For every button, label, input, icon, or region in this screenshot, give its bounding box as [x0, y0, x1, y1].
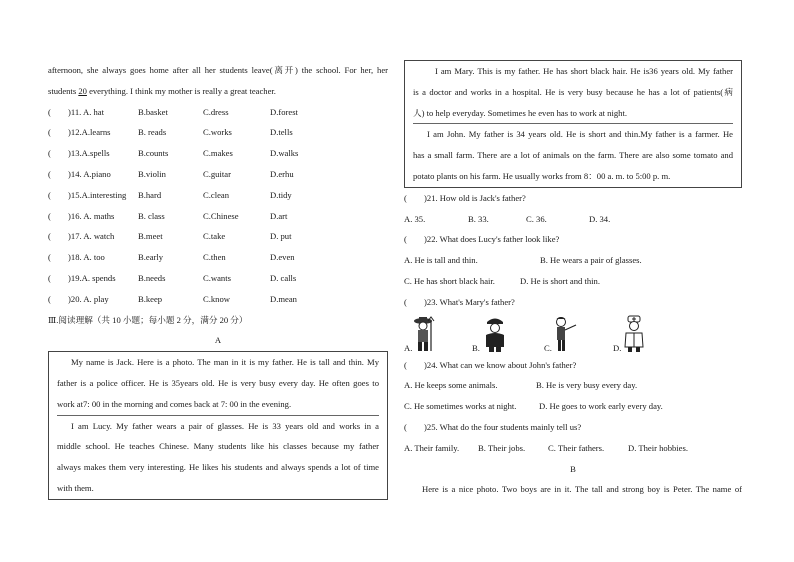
cloze-option-b[interactable]: B.early [138, 252, 164, 263]
cloze-option-c[interactable]: C.works [203, 127, 232, 138]
cloze-question-option-a[interactable]: ( )13.A.spells [48, 148, 110, 159]
cloze-question-option-a[interactable]: ( )12.A.learns [48, 127, 111, 138]
q23-option-d[interactable]: D. [613, 342, 622, 353]
teacher-icon [551, 315, 579, 353]
cloze-row [48, 143, 388, 164]
cloze-option-d[interactable]: D.walks [270, 148, 299, 159]
cloze-option-b[interactable]: B.keep [138, 293, 163, 304]
question-22: ( )22. What does Lucy's father look like? [404, 234, 560, 245]
cloze-option-c[interactable]: C.makes [203, 148, 233, 159]
q24-option-d[interactable]: D. He goes to work early every day. [539, 401, 663, 412]
cloze-option-d[interactable]: D.erhu [270, 168, 294, 179]
doctor-icon [622, 315, 646, 353]
q21-option-a[interactable]: A. 35. [404, 213, 426, 224]
mary-paragraph [413, 61, 733, 124]
cloze-row [48, 185, 388, 206]
q21-option-c[interactable]: C. 36. [526, 213, 547, 224]
intro-line-2 [48, 81, 388, 102]
mary-line-3: 人) to help everyday. Sometimes he even has to work at night. [413, 107, 627, 118]
blank-20: 20 [78, 85, 87, 96]
question-21: ( )21. How old is Jack's father? [404, 192, 526, 203]
cloze-row [48, 268, 388, 289]
cloze-option-b[interactable]: B.needs [138, 272, 166, 283]
cloze-row [48, 289, 388, 310]
section-title: Ⅲ.阅读理解（共 10 小题；每小题 2 分，满分 20 分） [48, 314, 248, 325]
q24-option-b[interactable]: B. He is very busy every day. [536, 380, 638, 391]
q21-option-d[interactable]: D. 34. [589, 213, 611, 224]
q25-option-b[interactable]: B. Their jobs. [478, 442, 526, 453]
cloze-option-b[interactable]: B.violin [138, 168, 166, 179]
intro-line-1: afternoon, she always goes home after all her students leave(离开) the school. For her, her [48, 65, 388, 75]
question-24-options-cd [404, 396, 742, 417]
cloze-question-option-a[interactable]: ( )19.A. spends [48, 272, 116, 283]
question-23-picture-options [404, 313, 742, 355]
john-line-2: has a small farm. There are a lot of animals on the farm. There are also some tomato and [413, 150, 733, 161]
passage-b-label: B [570, 463, 576, 474]
cloze-row [48, 164, 388, 185]
passage-a-label: A [214, 335, 222, 346]
jack-line-2: father is a police officer. He is 35years old. He is very busy every day. He often goes to [57, 377, 379, 388]
lucy-line-3: always makes them very interesting. He likes his students and always spends a lot of time [57, 462, 379, 473]
right-column [404, 60, 742, 500]
q25-option-a[interactable]: A. Their family. [404, 442, 460, 453]
lucy-line-4: with them. [57, 482, 94, 493]
q25-option-d[interactable]: D. Their hobbies. [628, 442, 688, 453]
question-23: ( )23. What's Mary's father? [404, 296, 515, 307]
cloze-row [48, 102, 388, 123]
john-line-1: I am John. My father is 34 years old. He is short and thin.My father is a farmer. He [427, 129, 733, 140]
q23-option-c[interactable]: C. [544, 342, 552, 353]
cloze-row [48, 247, 388, 268]
question-22-options-ab [404, 250, 742, 271]
passage-a-box-left [48, 351, 388, 500]
cloze-choices [48, 102, 388, 310]
cloze-question-option-a[interactable]: ( )14. A.piano [48, 168, 111, 179]
passage-b-line-1: Here is a nice photo. Two boys are in it. The tall and strong boy is Peter. The name of [422, 484, 742, 495]
cloze-row [48, 226, 388, 247]
q22-option-a[interactable]: A. He is tall and thin. [404, 255, 478, 266]
intro-line-2-post: everything. I think my mother is really a great teacher. [86, 85, 276, 96]
cloze-option-c[interactable]: C.guitar [203, 168, 231, 179]
intro-line-2-pre: students [48, 85, 79, 96]
jack-line-3: work at7: 00 in the morning and comes back at 7: 00 in the evening. [57, 398, 292, 409]
q22-option-d[interactable]: D. He is short and thin. [520, 275, 600, 286]
cloze-option-d[interactable]: D.tells [270, 127, 293, 138]
cloze-question-option-a[interactable]: ( )15.A.interesting [48, 189, 127, 200]
cloze-option-b[interactable]: B.counts [138, 148, 169, 159]
q24-option-a[interactable]: A. He keeps some animals. [404, 380, 498, 391]
cloze-question-option-a[interactable]: ( )20. A. play [48, 293, 109, 304]
cloze-option-c[interactable]: C.take [203, 231, 226, 242]
cloze-option-c[interactable]: C.dress [203, 106, 229, 117]
passage-a-box-right [404, 60, 742, 188]
q25-option-c[interactable]: C. Their fathers. [548, 442, 605, 453]
cloze-option-b[interactable]: B. reads [138, 127, 167, 138]
question-25: ( )25. What do the four students mainly tell us? [404, 421, 582, 432]
cloze-option-d[interactable]: D.mean [270, 293, 297, 304]
cloze-row [48, 206, 388, 227]
q22-option-b[interactable]: B. He wears a pair of glasses. [540, 255, 642, 266]
cloze-option-d[interactable]: D.even [270, 252, 295, 263]
cloze-question-option-a[interactable]: ( )17. A. watch [48, 231, 115, 242]
cloze-option-c[interactable]: C.clean [203, 189, 230, 200]
question-22-options-cd [404, 271, 742, 292]
lucy-paragraph [57, 416, 379, 499]
mary-line-1: I am Mary. This is my father. He has short black hair. He is36 years old. My father [435, 66, 733, 76]
lucy-line-1: I am Lucy. My father wears a pair of glasses. He is 33 years old and works in a [71, 420, 379, 431]
mary-line-2: is a doctor and works in a hospital. He is very busy because he has a lot of patients(病 [413, 86, 733, 97]
jack-line-1: My name is Jack. Here is a photo. The man in it is my father. He is tall and thin. My [71, 357, 379, 368]
cloze-option-c[interactable]: C.Chinese [203, 210, 239, 221]
cloze-question-option-a[interactable]: ( )11. A. hat [48, 106, 105, 117]
cloze-option-d[interactable]: D.forest [270, 106, 298, 117]
question-25-options [404, 438, 742, 459]
cloze-question-option-a[interactable]: ( )16. A. maths [48, 210, 115, 221]
q23-option-b[interactable]: B. [472, 342, 480, 353]
cloze-option-d[interactable]: D. put [270, 231, 292, 242]
cloze-question-option-a[interactable]: ( )18. A. too [48, 252, 105, 263]
farmer-icon [410, 315, 436, 353]
cloze-option-b[interactable]: B.meet [138, 231, 163, 242]
left-column [48, 60, 388, 500]
cloze-option-d[interactable]: D.tidy [270, 189, 292, 200]
cloze-option-d[interactable]: D. calls [270, 272, 297, 283]
q24-option-c[interactable]: C. He sometimes works at night. [404, 401, 517, 412]
cloze-option-b[interactable]: B.basket [138, 106, 168, 117]
q22-option-c[interactable]: C. He has short black hair. [404, 275, 495, 286]
question-21-options [404, 209, 742, 230]
police-officer-icon [482, 315, 508, 353]
cloze-option-c[interactable]: C.know [203, 293, 230, 304]
cloze-option-d[interactable]: D.art [270, 210, 288, 221]
lucy-line-2: middle school. He teaches Chinese. Many students like his classes because my father [57, 441, 379, 452]
cloze-option-c[interactable]: C.then [203, 252, 226, 263]
jack-paragraph [57, 352, 379, 415]
cloze-row [48, 122, 388, 143]
question-24: ( )24. What can we know about John's father? [404, 359, 577, 370]
john-line-3: potato plants on his farm. He usually works from 8：00 a. m. to 5:00 p. m. [413, 170, 671, 181]
q23-option-a[interactable]: A. [404, 342, 413, 353]
cloze-option-b[interactable]: B. class [138, 210, 165, 221]
cloze-option-b[interactable]: B.hard [138, 189, 162, 200]
question-24-options-ab [404, 375, 742, 396]
john-paragraph [413, 124, 733, 186]
cloze-option-c[interactable]: C.wants [203, 272, 231, 283]
q21-option-b[interactable]: B. 33. [468, 213, 489, 224]
